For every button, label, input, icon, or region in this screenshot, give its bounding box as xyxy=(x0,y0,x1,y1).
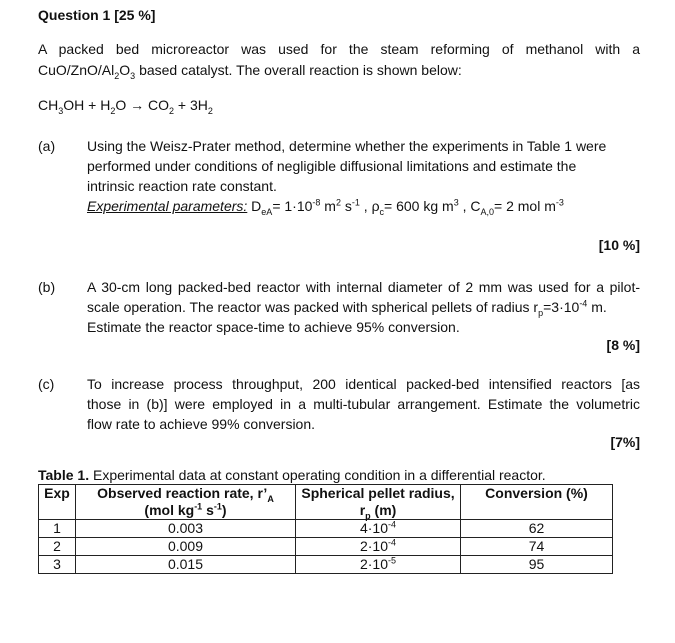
cell-radius: $4\cdot 10^{-4}$ xyxy=(296,520,461,538)
part-a-line-2: performed under conditions of negligible diffusional limitations and estimate the xyxy=(87,158,577,174)
cell-rate: 0.003 xyxy=(76,520,296,538)
part-c-line-2: those in (b)] were employed in a multi-tubular arrangement. Estimate the volumetric xyxy=(87,396,640,412)
part-c-marks: [7%] xyxy=(610,434,640,450)
experimental-data-table xyxy=(38,484,613,574)
cell-exp: 1 xyxy=(39,520,76,538)
cell-exp: 3 xyxy=(39,556,76,574)
header-rate: Observed reaction rate, $r’_A$ (mol $kg^{-1}$ $s^{-1}$) xyxy=(76,485,296,520)
part-a-line-3: intrinsic reaction rate constant. xyxy=(87,178,277,194)
header-radius: Spherical pellet radius, $r_p$ (m) xyxy=(296,485,461,520)
cell-conversion: 95 xyxy=(461,556,613,574)
table-header-row xyxy=(39,485,613,520)
cell-rate: 0.009 xyxy=(76,538,296,556)
part-c-label: (c) xyxy=(38,376,55,392)
experimental-parameters: Experimental parameters: $D_{eA}= 1\cdot 10^{-8}$ $m^2$ $s^{-1}$ , $\rho_c= 600$ kg $m^3$ , $C_{A,0}= 2$ mol $m^{-3}$ xyxy=(87,197,564,217)
part-c-line-1: To increase process throughput, 200 identical packed-bed intensified reactors [as xyxy=(87,376,640,392)
part-a-line-1: Using the Weisz-Prater method, determine whether the experiments in Table 1 were xyxy=(87,138,607,154)
table-row xyxy=(39,538,613,556)
cell-conversion: 74 xyxy=(461,538,613,556)
header-exp: Exp xyxy=(39,485,76,520)
part-b-line-1: A 30-cm long packed-bed reactor with internal diameter of 2 mm was used for a pilot- xyxy=(87,279,640,295)
cell-rate: 0.015 xyxy=(76,556,296,574)
cell-radius: $2\cdot 10^{-5}$ xyxy=(296,556,461,574)
intro-line-2: CuO/$ZnO/Al_2O_3$ based catalyst. The overall reaction is shown below: xyxy=(38,62,462,81)
cell-conversion: 62 xyxy=(461,520,613,538)
cell-radius: $2\cdot 10^{-4}$ xyxy=(296,538,461,556)
header-conversion: Conversion (%) xyxy=(461,485,613,520)
part-a-marks: [10 %] xyxy=(598,237,640,253)
cell-exp: 2 xyxy=(39,538,76,556)
reaction-equation: $CH_3OH + H_2O \to CO_2 + 3H_2$ xyxy=(38,97,213,116)
part-b-label: (b) xyxy=(38,279,56,295)
part-b-marks: [8 %] xyxy=(606,337,640,353)
table-caption: Table 1. Experimental data at constant operating condition in a differential reactor. xyxy=(38,467,546,483)
question-title: Question 1 [25 %] xyxy=(38,7,156,23)
part-a-label: (a) xyxy=(38,138,56,154)
part-b-line-3: Estimate the reactor space-time to achieve 95% conversion. xyxy=(87,319,460,335)
table-row xyxy=(39,556,613,574)
table-row xyxy=(39,520,613,538)
intro-line-1: A packed bed microreactor was used for the steam reforming of methanol with a xyxy=(38,41,640,57)
part-b-line-2: scale operation. The reactor was packed with spherical pellets of radius $r_p=3\cdot 10^{-4}$ m. xyxy=(87,298,607,318)
part-c-line-3: flow rate to achieve 99% conversion. xyxy=(87,416,316,432)
